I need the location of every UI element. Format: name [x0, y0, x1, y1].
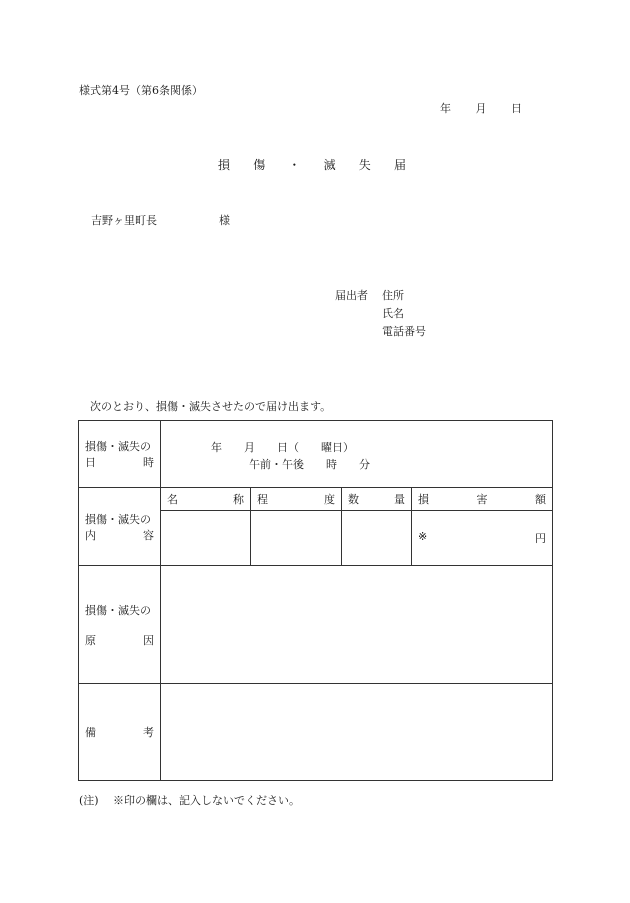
label-char: 日	[85, 456, 96, 469]
title-char: 傷	[253, 158, 266, 172]
document-title	[218, 156, 406, 173]
applicant-label: 届出者	[335, 289, 368, 302]
label-char: 時	[143, 456, 154, 469]
column-header-quantity	[342, 488, 412, 511]
datetime-row	[79, 421, 553, 488]
datetime-time-line: 午前・午後 時 分	[249, 458, 370, 471]
datetime-field[interactable]	[161, 421, 553, 488]
name-cell[interactable]	[161, 511, 251, 566]
datetime-label-line1: 損傷・滅失の	[85, 440, 151, 453]
header-char: 名	[167, 493, 178, 506]
contents-header-row	[79, 488, 553, 511]
cause-label	[79, 566, 161, 684]
label-char: 因	[143, 633, 154, 647]
contents-label	[79, 488, 161, 566]
remarks-row	[79, 684, 553, 781]
note-prefix: (注)	[79, 794, 99, 807]
cause-label-line1: 損傷・滅失の	[85, 603, 151, 617]
header-char: 数	[348, 493, 359, 506]
datetime-label-line2	[85, 454, 154, 470]
report-table	[78, 420, 553, 781]
header-char: 害	[476, 493, 488, 506]
title-char: ・	[288, 158, 301, 172]
column-header-name	[161, 488, 251, 511]
form-number: 様式第4号（第6条関係）	[79, 84, 203, 97]
header-char: 度	[324, 493, 335, 506]
header-char: 程	[257, 493, 268, 506]
title-char: 滅	[323, 158, 336, 172]
applicant-name-label: 氏名	[382, 307, 404, 320]
damage-amount-cell	[412, 511, 553, 566]
column-header-degree	[251, 488, 342, 511]
date-year: 年	[440, 102, 451, 115]
datetime-date-line: 年 月 日（ 曜日）	[211, 441, 354, 454]
title-char: 損	[218, 158, 231, 172]
quantity-cell[interactable]	[342, 511, 412, 566]
column-header-damage	[412, 488, 553, 511]
applicant-address-label: 住所	[382, 289, 404, 302]
statement-text: 次のとおり、損傷・滅失させたので届け出ます。	[90, 400, 332, 413]
header-char: 額	[535, 493, 546, 506]
datetime-label	[79, 421, 161, 488]
label-char: 備	[85, 726, 96, 739]
remarks-label	[79, 684, 161, 781]
date-line	[440, 100, 522, 116]
title-char: 届	[393, 158, 406, 172]
header-char: 称	[233, 493, 244, 506]
remarks-field[interactable]	[161, 684, 553, 781]
yen-unit: 円	[535, 532, 546, 545]
header-char: 損	[418, 493, 429, 506]
applicant-phone-label: 電話番号	[382, 325, 426, 338]
date-day: 日	[511, 102, 522, 115]
header-char: 量	[394, 493, 405, 506]
label-char: 原	[85, 633, 96, 647]
contents-label-line1: 損傷・滅失の	[85, 512, 151, 526]
label-char: 容	[143, 528, 154, 542]
title-char: 失	[358, 158, 371, 172]
office-use-mark: ※	[418, 530, 428, 543]
cause-field[interactable]	[161, 566, 553, 684]
degree-cell[interactable]	[251, 511, 342, 566]
date-month: 月	[475, 102, 487, 115]
label-char: 考	[143, 726, 154, 739]
addressee-honorific: 様	[219, 214, 230, 227]
label-char: 内	[85, 528, 96, 542]
cause-label-line2	[85, 632, 154, 648]
contents-label-line2	[85, 527, 154, 543]
cause-row	[79, 566, 553, 684]
addressee-name: 吉野ヶ里町長	[91, 214, 157, 227]
note-text: ※印の欄は、記入しないでください。	[113, 794, 300, 807]
